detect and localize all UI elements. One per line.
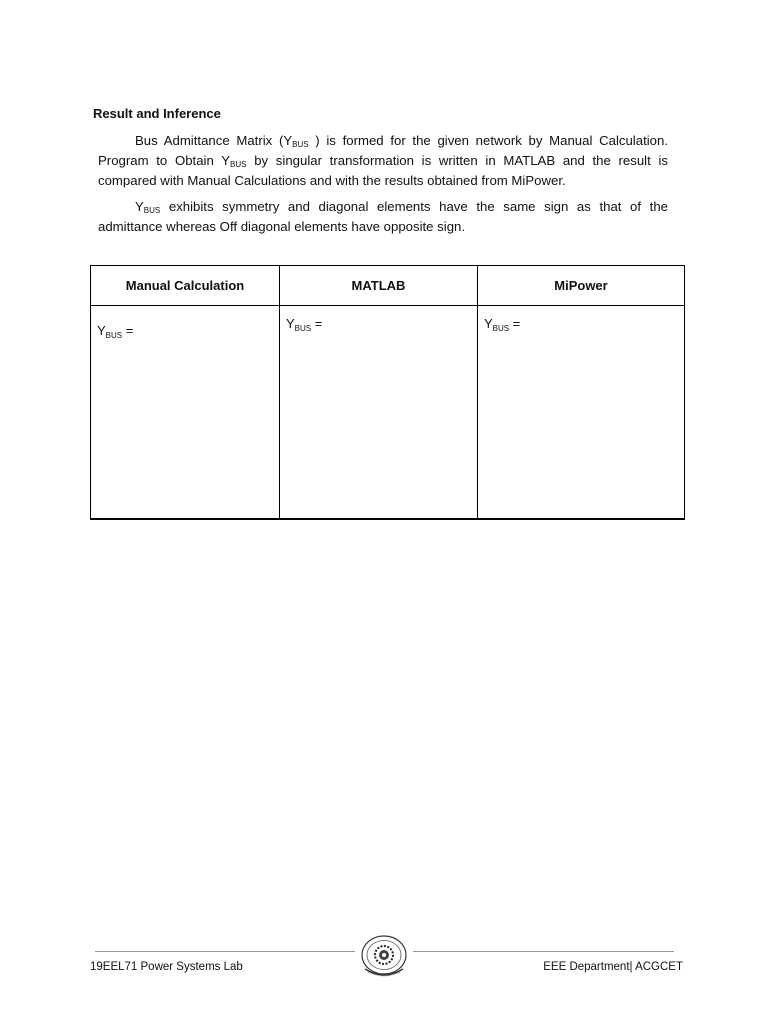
section-heading: Result and Inference — [93, 106, 221, 121]
ybus-sub: BUS — [294, 324, 312, 333]
ybus-main: Y — [484, 316, 493, 331]
ybus-equals: = — [122, 323, 134, 338]
footer-divider-left — [95, 951, 355, 952]
paragraph-ybus-symmetry — [98, 197, 668, 237]
ybus-equals: = — [509, 316, 521, 331]
table-row — [91, 306, 685, 520]
header-matlab: MATLAB — [280, 266, 478, 306]
paragraph-ybus-formation — [98, 131, 668, 191]
ybus-main: Y — [286, 316, 295, 331]
ybus-label-mipower — [484, 316, 520, 333]
footer-course-label: 19EEL71 Power Systems Lab — [90, 961, 243, 973]
ybus-sub: BUS — [492, 324, 510, 333]
header-mipower: MiPower — [478, 266, 685, 306]
ybus-main: Y — [97, 323, 106, 338]
cell-manual-calculation[interactable] — [91, 306, 280, 520]
para2-subscript-1: BUS — [143, 206, 161, 215]
footer-divider-right — [413, 951, 674, 952]
para1-text-2: ) is formed for the given network by Manual Calculation. Program to Obtain Y — [98, 133, 669, 168]
college-emblem-icon — [357, 934, 411, 982]
ybus-label-manual — [97, 323, 133, 340]
footer-department-label: EEE Department| ACGCET — [543, 961, 683, 973]
header-manual-calculation: Manual Calculation — [91, 266, 280, 306]
ybus-label-matlab — [286, 316, 322, 333]
para2-text-1: Y — [135, 199, 144, 214]
para1-text-3: by singular transformation is written in MATLAB and the result is compared with Manual Calculations and with the results obtained from MiPower. — [98, 153, 668, 188]
para1-subscript-2: BUS — [230, 160, 247, 169]
table-header-row — [91, 266, 685, 306]
ybus-sub: BUS — [105, 331, 123, 340]
para2-text-2: exhibits symmetry and diagonal elements have the same sign as that of the admittance whereas Off diagonal elements have opposite sign. — [98, 199, 668, 234]
para1-text-1: Bus Admittance Matrix (Y — [135, 133, 293, 148]
para1-subscript-1: BUS — [292, 140, 309, 149]
cell-mipower[interactable] — [478, 306, 685, 520]
cell-matlab[interactable] — [280, 306, 478, 520]
ybus-equals: = — [311, 316, 323, 331]
results-table — [90, 265, 685, 520]
